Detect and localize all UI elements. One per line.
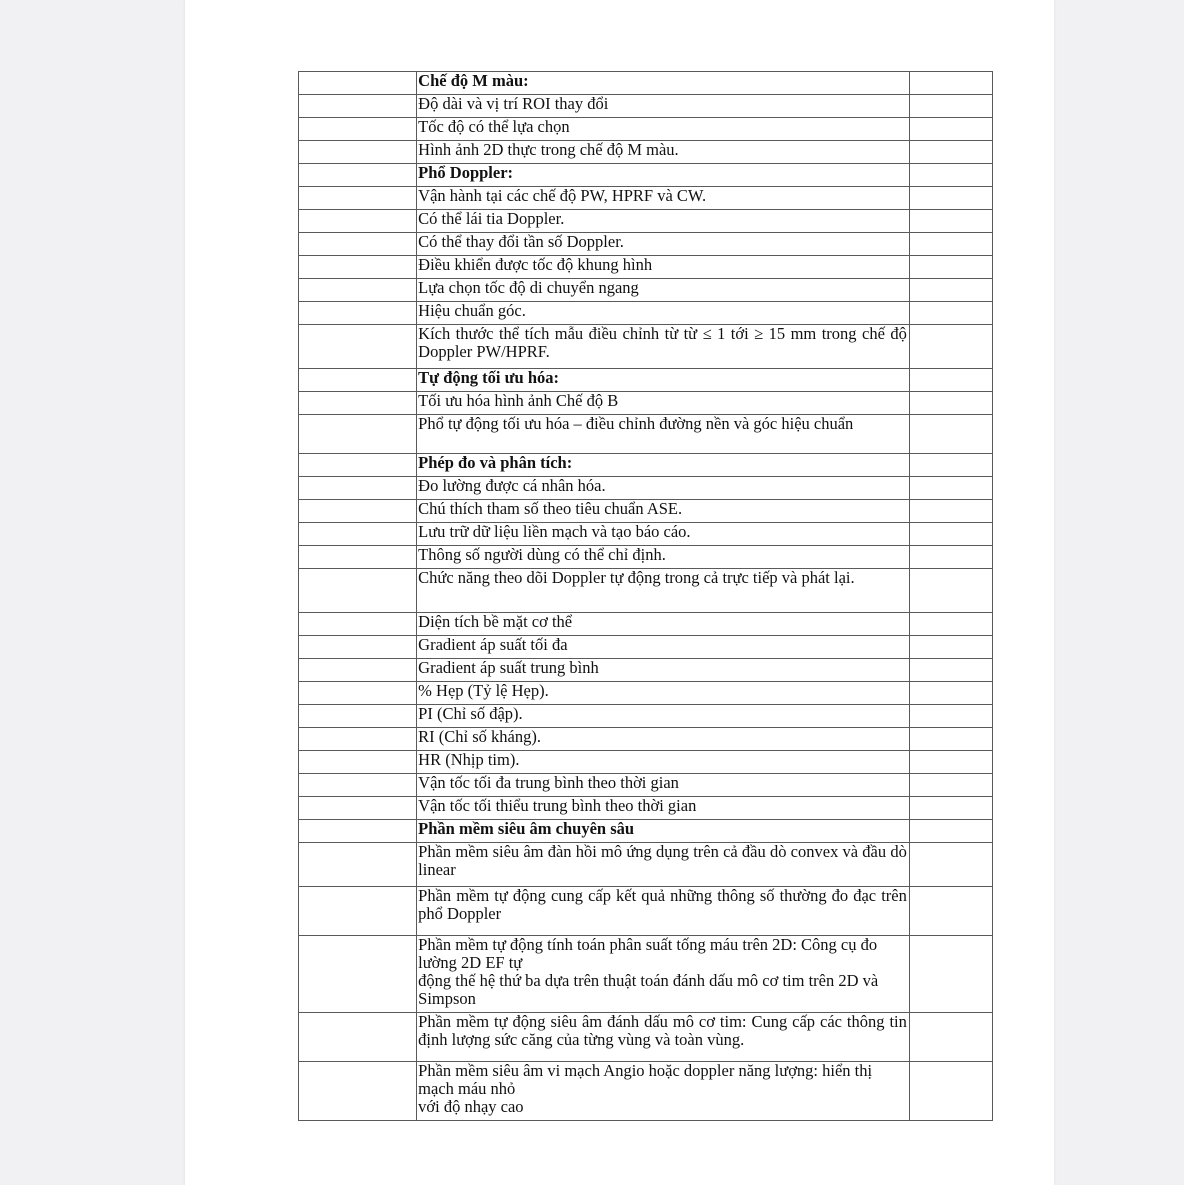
requirement-text: Vận tốc tối thiểu trung bình theo thời gian (417, 797, 910, 820)
index-cell (299, 118, 417, 141)
section-heading: Chế độ M màu: (417, 72, 910, 95)
index-cell (299, 500, 417, 523)
index-cell (299, 477, 417, 500)
index-cell (299, 210, 417, 233)
table-row (299, 569, 993, 613)
response-cell (909, 636, 992, 659)
response-cell (909, 187, 992, 210)
table-row (299, 1013, 993, 1062)
table-row (299, 751, 993, 774)
response-cell (909, 1062, 992, 1121)
table-row (299, 279, 993, 302)
requirement-text: Lưu trữ dữ liệu liền mạch và tạo báo cáo. (417, 523, 910, 546)
response-cell (909, 820, 992, 843)
table-row (299, 325, 993, 369)
table-row (299, 843, 993, 887)
index-cell (299, 797, 417, 820)
requirement-text: Có thể lái tia Doppler. (417, 210, 910, 233)
table-row (299, 774, 993, 797)
response-cell (909, 843, 992, 887)
index-cell (299, 1013, 417, 1062)
section-heading: Phần mềm siêu âm chuyên sâu (417, 820, 910, 843)
index-cell (299, 72, 417, 95)
text-line: Phần mềm siêu âm vi mạch Angio hoặc doppler năng lượng: hiển thị mạch máu nhỏ (418, 1061, 877, 1098)
index-cell (299, 751, 417, 774)
response-cell (909, 728, 992, 751)
response-cell (909, 164, 992, 187)
index-cell (299, 936, 417, 1013)
index-cell (299, 279, 417, 302)
table-row (299, 369, 993, 392)
response-cell (909, 569, 992, 613)
table-row (299, 164, 993, 187)
index-cell (299, 659, 417, 682)
table-row (299, 936, 993, 1013)
response-cell (909, 613, 992, 636)
response-cell (909, 95, 992, 118)
table-row (299, 705, 993, 728)
text-line: Phần mềm tự động tính toán phân suất tống máu trên 2D: Công cụ đo lường 2D EF tự (418, 935, 882, 972)
index-cell (299, 369, 417, 392)
response-cell (909, 887, 992, 936)
index-cell (299, 728, 417, 751)
index-cell (299, 682, 417, 705)
index-cell (299, 95, 417, 118)
response-cell (909, 210, 992, 233)
index-cell (299, 415, 417, 454)
requirement-text (417, 936, 910, 1013)
requirement-text: Kích thước thể tích mẫu điều chỉnh từ từ ≤ 1 tới ≥ 15 mm trong chế độ Doppler PW/HPRF. (417, 325, 910, 369)
requirement-text: Hiệu chuẩn góc. (417, 302, 910, 325)
requirement-text: % Hẹp (Tỷ lệ Hẹp). (417, 682, 910, 705)
text-line: động thế hệ thứ ba dựa trên thuật toán đánh dấu mô cơ tim trên 2D và Simpson (418, 971, 883, 1008)
requirement-text: Phần mềm tự động cung cấp kết quả những thông số thường đo đạc trên phổ Doppler (417, 887, 910, 936)
requirement-text: Đo lường được cá nhân hóa. (417, 477, 910, 500)
response-cell (909, 256, 992, 279)
index-cell (299, 233, 417, 256)
index-cell (299, 256, 417, 279)
table-row (299, 95, 993, 118)
specification-table-body (299, 72, 993, 1121)
document-page (185, 0, 1054, 1185)
table-row (299, 187, 993, 210)
table-row (299, 523, 993, 546)
index-cell (299, 820, 417, 843)
requirement-text: Độ dài và vị trí ROI thay đổi (417, 95, 910, 118)
table-row (299, 887, 993, 936)
requirement-text: Chức năng theo dõi Doppler tự động trong cả trực tiếp và phát lại. (417, 569, 910, 613)
index-cell (299, 164, 417, 187)
table-row (299, 636, 993, 659)
index-cell (299, 546, 417, 569)
requirement-text: Phổ tự động tối ưu hóa – điều chỉnh đường nền và góc hiệu chuẩn (417, 415, 910, 454)
table-row (299, 72, 993, 95)
table-row (299, 392, 993, 415)
response-cell (909, 302, 992, 325)
requirement-text: Tốc độ có thể lựa chọn (417, 118, 910, 141)
response-cell (909, 369, 992, 392)
index-cell (299, 1062, 417, 1121)
requirement-text: Phần mềm siêu âm đàn hồi mô ứng dụng trên cả đầu dò convex và đầu dò linear (417, 843, 910, 887)
response-cell (909, 659, 992, 682)
table-row (299, 415, 993, 454)
requirement-text: Tối ưu hóa hình ảnh Chế độ B (417, 392, 910, 415)
response-cell (909, 751, 992, 774)
response-cell (909, 141, 992, 164)
response-cell (909, 415, 992, 454)
table-row (299, 1062, 993, 1121)
section-heading: Phép đo và phân tích: (417, 454, 910, 477)
table-row (299, 500, 993, 523)
table-row (299, 820, 993, 843)
response-cell (909, 682, 992, 705)
response-cell (909, 797, 992, 820)
response-cell (909, 523, 992, 546)
specification-table (298, 71, 993, 1121)
index-cell (299, 843, 417, 887)
table-row (299, 728, 993, 751)
response-cell (909, 1013, 992, 1062)
text-line: với độ nhạy cao (418, 1097, 524, 1116)
index-cell (299, 705, 417, 728)
index-cell (299, 302, 417, 325)
response-cell (909, 936, 992, 1013)
table-row (299, 141, 993, 164)
requirement-text: Có thể thay đổi tần số Doppler. (417, 233, 910, 256)
index-cell (299, 325, 417, 369)
requirement-text: Điều khiển được tốc độ khung hình (417, 256, 910, 279)
section-heading: Tự động tối ưu hóa: (417, 369, 910, 392)
table-row (299, 477, 993, 500)
table-row (299, 797, 993, 820)
index-cell (299, 454, 417, 477)
response-cell (909, 546, 992, 569)
requirement-text: Vận hành tại các chế độ PW, HPRF và CW. (417, 187, 910, 210)
requirement-text: Hình ảnh 2D thực trong chế độ M màu. (417, 141, 910, 164)
index-cell (299, 774, 417, 797)
requirement-text: Gradient áp suất tối đa (417, 636, 910, 659)
response-cell (909, 233, 992, 256)
response-cell (909, 392, 992, 415)
table-row (299, 613, 993, 636)
table-row (299, 454, 993, 477)
response-cell (909, 325, 992, 369)
requirement-text: Vận tốc tối đa trung bình theo thời gian (417, 774, 910, 797)
response-cell (909, 118, 992, 141)
requirement-text: Phần mềm tự động siêu âm đánh dấu mô cơ tim: Cung cấp các thông tin định lượng sức căng của từng vùng và toàn vùng. (417, 1013, 910, 1062)
table-row (299, 233, 993, 256)
requirement-text: PI (Chỉ số đập). (417, 705, 910, 728)
response-cell (909, 500, 992, 523)
index-cell (299, 636, 417, 659)
table-row (299, 256, 993, 279)
requirement-text: RI (Chỉ số kháng). (417, 728, 910, 751)
table-row (299, 546, 993, 569)
index-cell (299, 613, 417, 636)
requirement-text: Chú thích tham số theo tiêu chuẩn ASE. (417, 500, 910, 523)
index-cell (299, 523, 417, 546)
requirement-text (417, 1062, 910, 1121)
index-cell (299, 569, 417, 613)
requirement-text: Thông số người dùng có thể chỉ định. (417, 546, 910, 569)
index-cell (299, 887, 417, 936)
requirement-text: Diện tích bề mặt cơ thể (417, 613, 910, 636)
requirement-text: Gradient áp suất trung bình (417, 659, 910, 682)
response-cell (909, 72, 992, 95)
index-cell (299, 141, 417, 164)
response-cell (909, 279, 992, 302)
requirement-text: Lựa chọn tốc độ di chuyển ngang (417, 279, 910, 302)
requirement-text: HR (Nhịp tim). (417, 751, 910, 774)
index-cell (299, 187, 417, 210)
table-row (299, 302, 993, 325)
response-cell (909, 774, 992, 797)
table-row (299, 682, 993, 705)
response-cell (909, 705, 992, 728)
table-row (299, 659, 993, 682)
response-cell (909, 477, 992, 500)
table-row (299, 118, 993, 141)
response-cell (909, 454, 992, 477)
index-cell (299, 392, 417, 415)
section-heading: Phổ Doppler: (417, 164, 910, 187)
table-row (299, 210, 993, 233)
